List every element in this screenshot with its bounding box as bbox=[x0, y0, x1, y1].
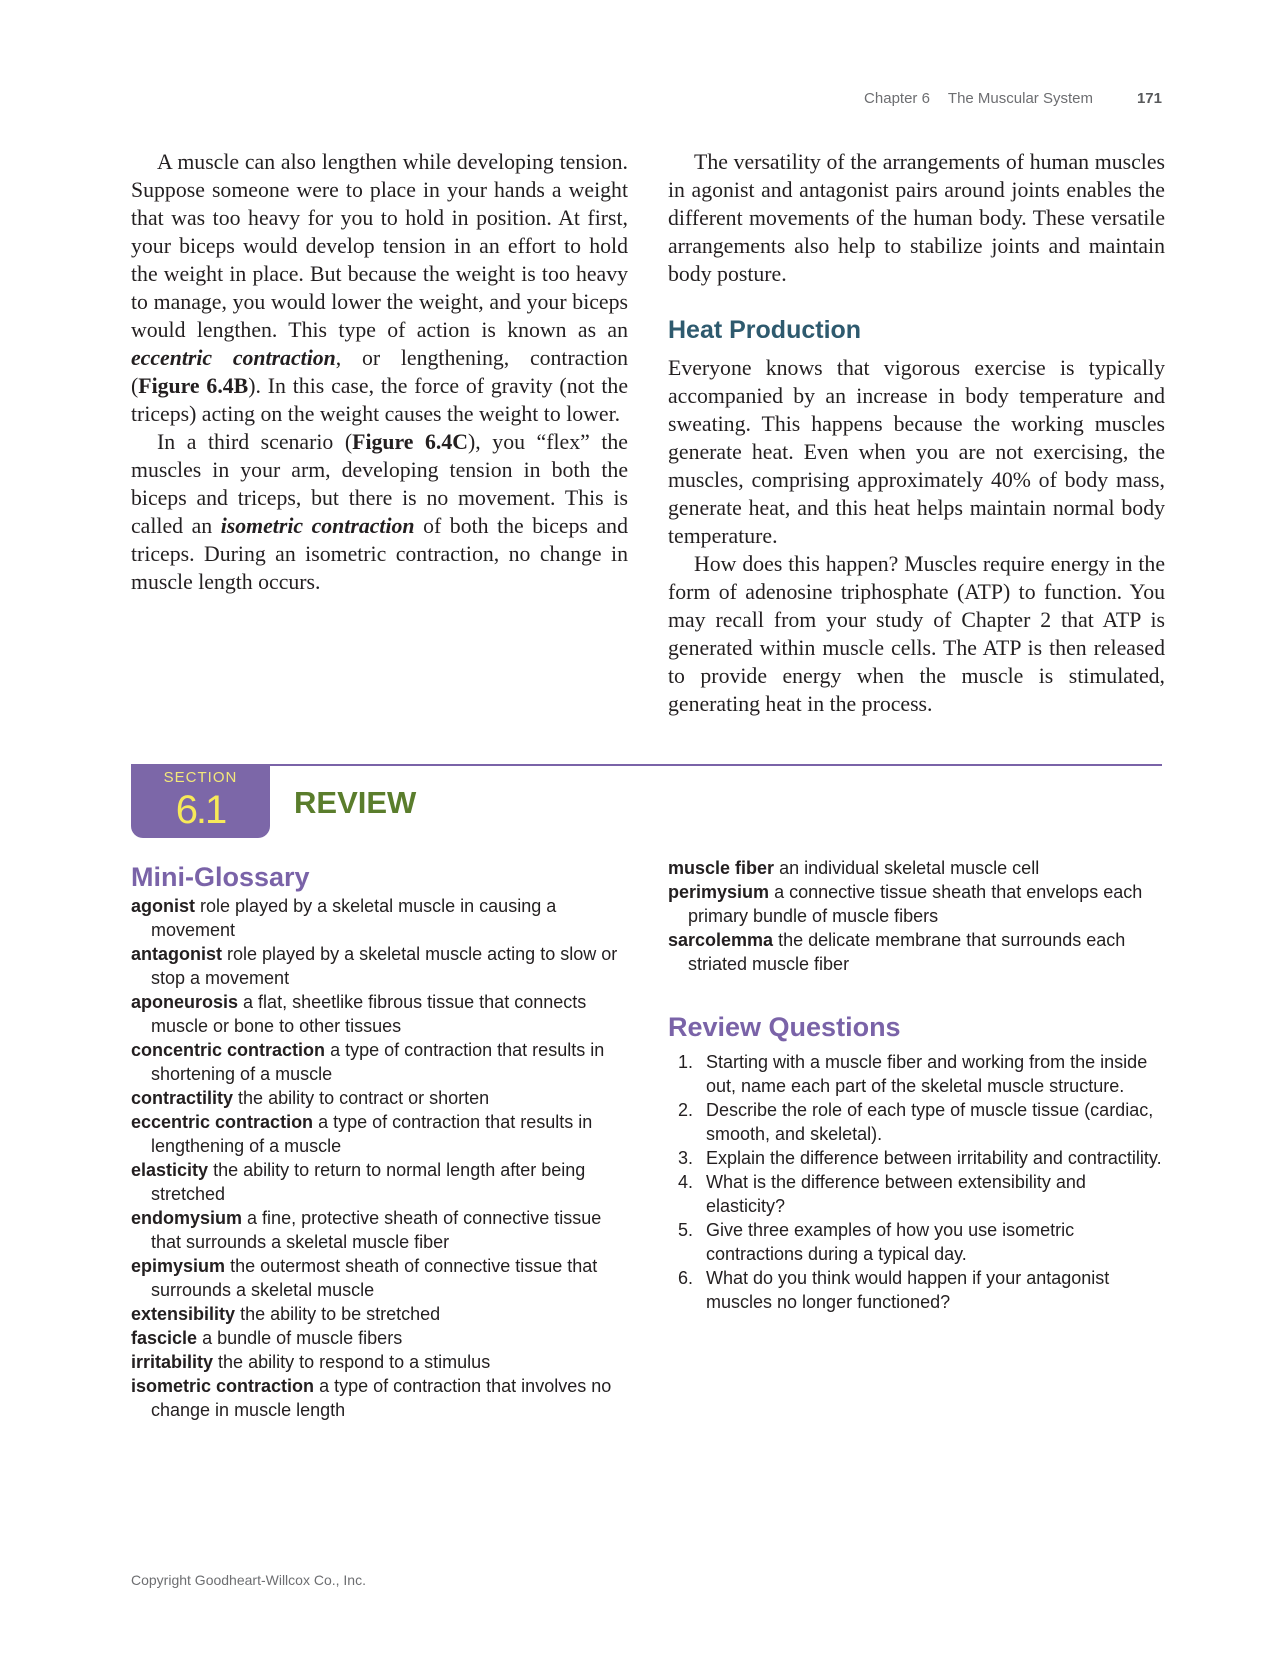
term-isometric-contraction: isometric contraction bbox=[220, 514, 415, 538]
glossary-entry bbox=[131, 1038, 628, 1086]
running-head bbox=[864, 90, 1162, 107]
glossary-definition: the delicate membrane that surrounds each striated muscle fiber bbox=[688, 930, 1126, 974]
glossary-entry bbox=[131, 990, 628, 1038]
glossary-list-right bbox=[668, 856, 1165, 976]
glossary-term: endomysium bbox=[131, 1208, 243, 1228]
question-number: 5. bbox=[678, 1220, 694, 1240]
glossary-term: contractility bbox=[131, 1088, 234, 1108]
glossary-term: elasticity bbox=[131, 1160, 209, 1180]
section-tab bbox=[131, 764, 270, 838]
paragraph-heat-1: Everyone knows that vigorous exercise is typically accompanied by an increase in body temperature and sweating. This happens because the working muscles generate heat. Even when you are not exercising, the muscles, comprising approximately 40% of body mass, generate heat, and this heat helps maintain normal body temperature. bbox=[668, 356, 1165, 548]
glossary-definition: a fine, protective sheath of connective tissue that surrounds a skeletal muscle fiber bbox=[151, 1208, 602, 1252]
paragraph-eccentric: A muscle can also lengthen while developing tension. Suppose someone were to place in your hands a weight that was too heavy for you to hold in position. At first, your biceps would develop tension in an effort to hold the weight in place. But because the weight is too heavy to manage, you would lower the weight, and your biceps would lengthen. This type of action is known as an eccentric contraction, or lengthening, contraction (Figure 6.4B). In this case, the force of gravity (not the triceps) acting on the weight causes the weight to lower. bbox=[131, 150, 629, 426]
mini-glossary bbox=[131, 860, 628, 1422]
paragraph-isometric: In a third scenario (Figure 6.4C), you “flex” the muscles in your arm, developing tension in both the biceps and triceps, but there is no movement. This is called an isometric contraction of both the biceps and triceps. During an isometric contraction, no change in muscle length occurs. bbox=[131, 430, 628, 594]
question-number: 2. bbox=[678, 1100, 694, 1120]
glossary-term: antagonist bbox=[131, 944, 223, 964]
glossary-term: epimysium bbox=[131, 1256, 226, 1276]
question-number: 1. bbox=[678, 1052, 694, 1072]
review-question bbox=[668, 1170, 1165, 1218]
review-questions-list bbox=[668, 1050, 1165, 1314]
heading-heat-production: Heat Production bbox=[668, 316, 862, 344]
review-question bbox=[668, 1098, 1165, 1146]
section-label: SECTION bbox=[163, 769, 238, 786]
glossary-definition: the ability to return to normal length after being stretched bbox=[151, 1160, 586, 1204]
glossary-term: perimysium bbox=[668, 882, 770, 902]
glossary-entry bbox=[668, 880, 1165, 928]
question-text: Starting with a muscle fiber and working from the inside out, name each part of the skeletal muscle structure. bbox=[706, 1052, 1148, 1096]
mini-glossary-heading: Mini-Glossary bbox=[131, 862, 310, 892]
left-body-column bbox=[131, 148, 628, 596]
paragraph-heat-2: How does this happen? Muscles require energy in the form of adenosine triphosphate (ATP) to function. You may recall from your study of Chapter 2 that ATP is generated within muscle cells. The ATP is then released to provide energy when the muscle is stimulated, generating heat in the process. bbox=[668, 552, 1165, 716]
glossary-entry bbox=[131, 1158, 628, 1206]
glossary-definition: an individual skeletal muscle cell bbox=[779, 858, 1040, 878]
glossary-term: fascicle bbox=[131, 1328, 198, 1348]
glossary-entry bbox=[131, 1302, 628, 1326]
glossary-entry bbox=[131, 1374, 628, 1422]
glossary-term: extensibility bbox=[131, 1304, 236, 1324]
question-text: Describe the role of each type of muscle tissue (cardiac, smooth, and skeletal). bbox=[706, 1100, 1154, 1144]
copyright-notice: Copyright Goodheart-Willcox Co., Inc. bbox=[131, 1572, 366, 1588]
glossary-definition: a type of contraction that results in shortening of a muscle bbox=[151, 1040, 605, 1084]
figure-ref-6-4b: Figure 6.4B bbox=[138, 374, 249, 398]
term-eccentric-contraction: eccentric contraction bbox=[131, 346, 336, 370]
glossary-entry bbox=[131, 942, 628, 990]
glossary-term: muscle fiber bbox=[668, 858, 775, 878]
glossary-definition: a type of contraction that results in lengthening of a muscle bbox=[151, 1112, 593, 1156]
chapter-label: Chapter 6 bbox=[864, 90, 930, 107]
glossary-definition: a type of contraction that involves no change in muscle length bbox=[151, 1376, 612, 1420]
question-number: 4. bbox=[678, 1172, 694, 1192]
glossary-entry bbox=[131, 1206, 628, 1254]
glossary-definition: a connective tissue sheath that envelops each primary bundle of muscle fibers bbox=[688, 882, 1143, 926]
review-title: REVIEW bbox=[294, 785, 417, 820]
glossary-definition: role played by a skeletal muscle acting to slow or stop a movement bbox=[151, 944, 618, 988]
question-text: What is the difference between extensibility and elasticity? bbox=[706, 1172, 1086, 1216]
glossary-term: aponeurosis bbox=[131, 992, 239, 1012]
right-body-column bbox=[668, 148, 1165, 718]
question-text: Explain the difference between irritability and contractility. bbox=[706, 1148, 1162, 1168]
glossary-definition: a flat, sheetlike fibrous tissue that connects muscle or bone to other tissues bbox=[151, 992, 587, 1036]
review-question bbox=[668, 1218, 1165, 1266]
glossary-term: sarcolemma bbox=[668, 930, 774, 950]
glossary-definition: the ability to respond to a stimulus bbox=[218, 1352, 491, 1372]
glossary-definition: role played by a skeletal muscle in causing a movement bbox=[151, 896, 557, 940]
glossary-entry bbox=[131, 1254, 628, 1302]
glossary-definition: the ability to be stretched bbox=[240, 1304, 441, 1324]
review-questions-heading: Review Questions bbox=[668, 1012, 901, 1042]
review-question bbox=[668, 1266, 1165, 1314]
glossary-definition: a bundle of muscle fibers bbox=[202, 1328, 403, 1348]
figure-ref-6-4c: Figure 6.4C bbox=[352, 430, 469, 454]
glossary-term: concentric contraction bbox=[131, 1040, 326, 1060]
glossary-entry bbox=[131, 894, 628, 942]
glossary-list-left bbox=[131, 894, 628, 1422]
question-text: Give three examples of how you use isometric contractions during a typical day. bbox=[706, 1220, 1075, 1264]
glossary-term: isometric contraction bbox=[131, 1376, 315, 1396]
paragraph-versatility: The versatility of the arrangements of human muscles in agonist and antagonist pairs around joints enables the different movements of the human body. These versatile arrangements also help to stabilize joints and maintain body posture. bbox=[668, 150, 1165, 286]
glossary-term: irritability bbox=[131, 1352, 214, 1372]
glossary-entry bbox=[668, 928, 1165, 976]
glossary-entry bbox=[131, 1350, 628, 1374]
question-number: 6. bbox=[678, 1268, 694, 1288]
review-right-column bbox=[668, 856, 1165, 1314]
glossary-term: eccentric contraction bbox=[131, 1112, 314, 1132]
chapter-title: The Muscular System bbox=[947, 90, 1093, 107]
page-number: 171 bbox=[1136, 90, 1162, 107]
glossary-entry bbox=[131, 1110, 628, 1158]
question-text: What do you think would happen if your antagonist muscles no longer functioned? bbox=[706, 1268, 1110, 1312]
glossary-entry bbox=[668, 856, 1165, 880]
glossary-entry bbox=[131, 1326, 628, 1350]
glossary-definition: the ability to contract or shorten bbox=[238, 1088, 490, 1108]
glossary-term: agonist bbox=[131, 896, 196, 916]
glossary-entry bbox=[131, 1086, 628, 1110]
review-divider bbox=[131, 764, 1162, 766]
question-number: 3. bbox=[678, 1148, 694, 1168]
review-question bbox=[668, 1050, 1165, 1098]
section-number: 6.1 bbox=[175, 788, 226, 832]
review-question bbox=[668, 1146, 1165, 1170]
glossary-definition: the outermost sheath of connective tissue that surrounds a skeletal muscle bbox=[151, 1256, 598, 1300]
